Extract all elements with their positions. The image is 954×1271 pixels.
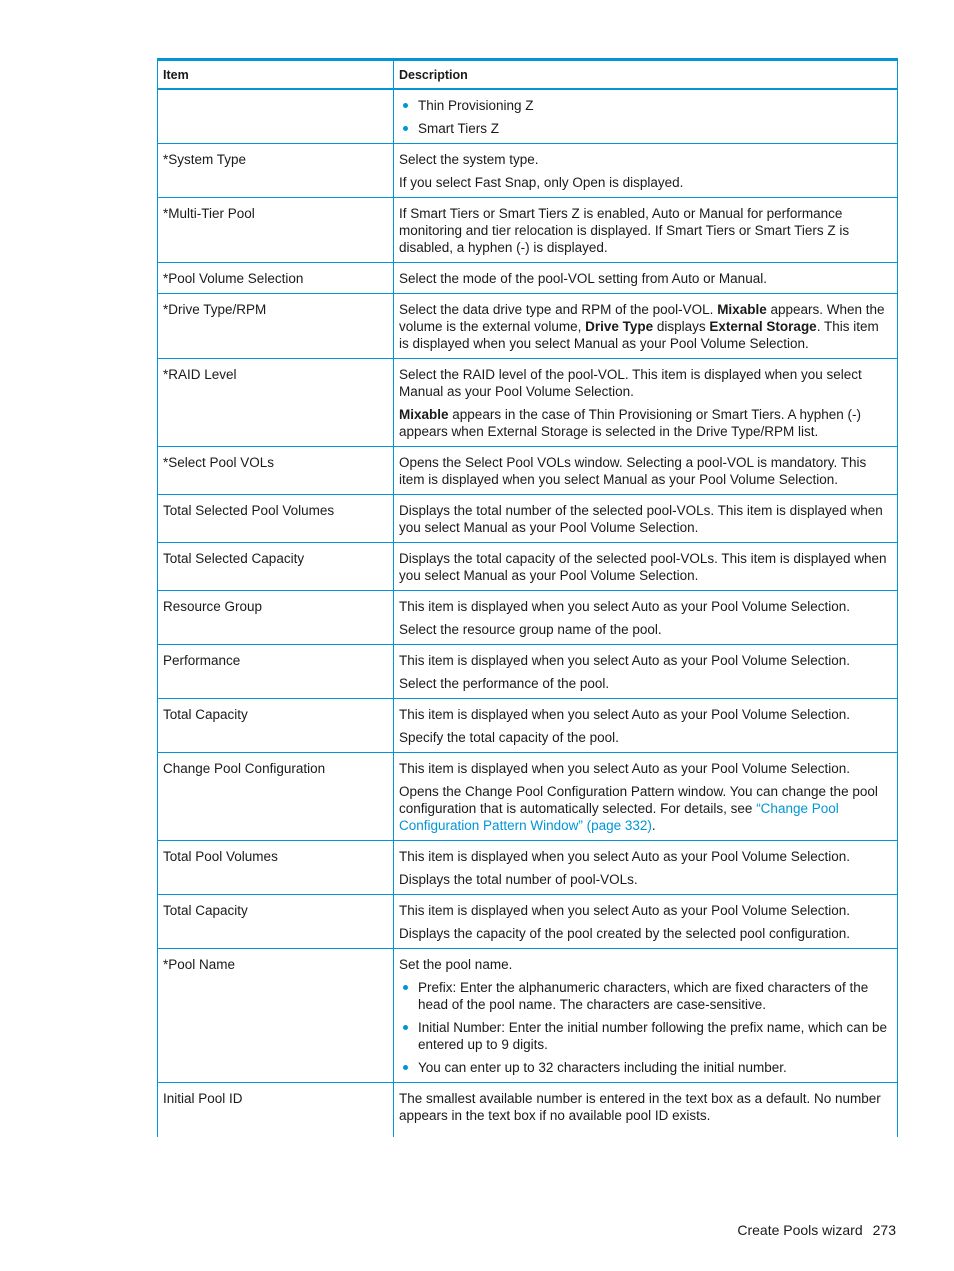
bullet-icon <box>403 985 408 990</box>
description-table-container <box>157 58 897 1137</box>
table-row <box>158 1083 898 1138</box>
description-cell: Select the system type. If you select Fast Snap, only Open is displayed. <box>394 144 898 198</box>
item-cell: Performance <box>158 645 394 699</box>
footer-section-title: Create Pools wizard <box>737 1222 863 1238</box>
bullet-icon <box>403 126 408 131</box>
item-cell: Total Capacity <box>158 699 394 753</box>
page-footer <box>737 1222 896 1238</box>
header-description: Description <box>394 60 898 90</box>
item-cell: *Multi-Tier Pool <box>158 198 394 263</box>
item-cell: Total Selected Pool Volumes <box>158 495 394 543</box>
description-cell: This item is displayed when you select Auto as your Pool Volume Selection. Displays the total number of pool-VOLs. <box>394 841 898 895</box>
bullet-list <box>399 97 892 137</box>
table-row <box>158 294 898 359</box>
page-number: 273 <box>872 1222 896 1238</box>
list-item: Thin Provisioning Z <box>399 97 892 114</box>
bullet-icon <box>403 1065 408 1070</box>
item-cell: *Drive Type/RPM <box>158 294 394 359</box>
table-row <box>158 895 898 949</box>
header-item: Item <box>158 60 394 90</box>
item-cell: Initial Pool ID <box>158 1083 394 1138</box>
table-row <box>158 495 898 543</box>
description-cell: If Smart Tiers or Smart Tiers Z is enabled, Auto or Manual for performance monitoring and tier relocation is displayed. If Smart Tiers or Smart Tiers Z is disabled, a hyphen (-) is displayed. <box>394 198 898 263</box>
table-row <box>158 144 898 198</box>
table-row <box>158 591 898 645</box>
description-cell <box>394 89 898 144</box>
item-cell: *Pool Volume Selection <box>158 263 394 294</box>
table-row <box>158 753 898 841</box>
item-cell: Total Pool Volumes <box>158 841 394 895</box>
item-cell: *System Type <box>158 144 394 198</box>
table-row <box>158 263 898 294</box>
item-cell: *Select Pool VOLs <box>158 447 394 495</box>
item-cell: Resource Group <box>158 591 394 645</box>
table-row <box>158 198 898 263</box>
description-cell: Displays the total number of the selected pool-VOLs. This item is displayed when you select Manual as your Pool Volume Selection. <box>394 495 898 543</box>
item-cell: Total Selected Capacity <box>158 543 394 591</box>
list-item: You can enter up to 32 characters including the initial number. <box>399 1059 892 1076</box>
description-cell: This item is displayed when you select Auto as your Pool Volume Selection. Displays the capacity of the pool created by the selected pool configuration. <box>394 895 898 949</box>
list-item: Prefix: Enter the alphanumeric characters, which are fixed characters of the head of the pool name. The characters are case-sensitive. <box>399 979 892 1013</box>
description-cell: The smallest available number is entered in the text box as a default. No number appears in the text box if no available pool ID exists. <box>394 1083 898 1138</box>
item-cell: Total Capacity <box>158 895 394 949</box>
table-row <box>158 89 898 144</box>
item-cell <box>158 89 394 144</box>
description-cell: This item is displayed when you select Auto as your Pool Volume Selection. Specify the total capacity of the pool. <box>394 699 898 753</box>
table-row <box>158 645 898 699</box>
description-cell: Select the mode of the pool-VOL setting from Auto or Manual. <box>394 263 898 294</box>
item-cell: Change Pool Configuration <box>158 753 394 841</box>
list-item: Smart Tiers Z <box>399 120 892 137</box>
description-cell: Opens the Select Pool VOLs window. Selecting a pool-VOL is mandatory. This item is displayed when you select Manual as your Pool Volume Selection. <box>394 447 898 495</box>
table-row <box>158 949 898 1083</box>
description-cell: This item is displayed when you select Auto as your Pool Volume Selection. Select the performance of the pool. <box>394 645 898 699</box>
description-cell: Select the data drive type and RPM of the pool-VOL. Mixable appears. When the volume is the external volume, Drive Type displays External Storage. This item is displayed when you select Manual as your Pool Volume Selection. <box>394 294 898 359</box>
description-cell: This item is displayed when you select Auto as your Pool Volume Selection. Select the resource group name of the pool. <box>394 591 898 645</box>
description-cell: Select the RAID level of the pool-VOL. This item is displayed when you select Manual as your Pool Volume Selection. Mixable appears in the case of Thin Provisioning or Smart Tiers. A hyphen (-) appears when External Storage is selected in the Drive Type/RPM list. <box>394 359 898 447</box>
description-table <box>157 58 898 1137</box>
table-row <box>158 841 898 895</box>
description-cell: Set the pool name. Prefix: Enter the alphanumeric characters, which are fixed characters of the head of the pool name. The characters are case-sensitive. Initial Number: Enter the initial number following the prefix name, which can be entered up to 9 digits. You can enter up to 32 characters including the initial number. <box>394 949 898 1083</box>
bullet-list <box>399 979 892 1076</box>
item-cell: *RAID Level <box>158 359 394 447</box>
description-cell: Displays the total capacity of the selected pool-VOLs. This item is displayed when you select Manual as your Pool Volume Selection. <box>394 543 898 591</box>
table-header-row <box>158 60 898 90</box>
page-reference-link[interactable]: “Change Pool Configuration Pattern Window” (page 332) <box>399 801 839 833</box>
table-row <box>158 447 898 495</box>
list-item: Initial Number: Enter the initial number following the prefix name, which can be entered up to 9 digits. <box>399 1019 892 1053</box>
table-row <box>158 359 898 447</box>
item-cell: *Pool Name <box>158 949 394 1083</box>
table-row <box>158 699 898 753</box>
table-row <box>158 543 898 591</box>
bullet-icon <box>403 1025 408 1030</box>
bullet-icon <box>403 103 408 108</box>
description-cell: This item is displayed when you select Auto as your Pool Volume Selection. Opens the Change Pool Configuration Pattern window. You can change the pool configuration that is automatically selected. For details, see “Change Pool Configuration Pattern Window” (page 332). <box>394 753 898 841</box>
